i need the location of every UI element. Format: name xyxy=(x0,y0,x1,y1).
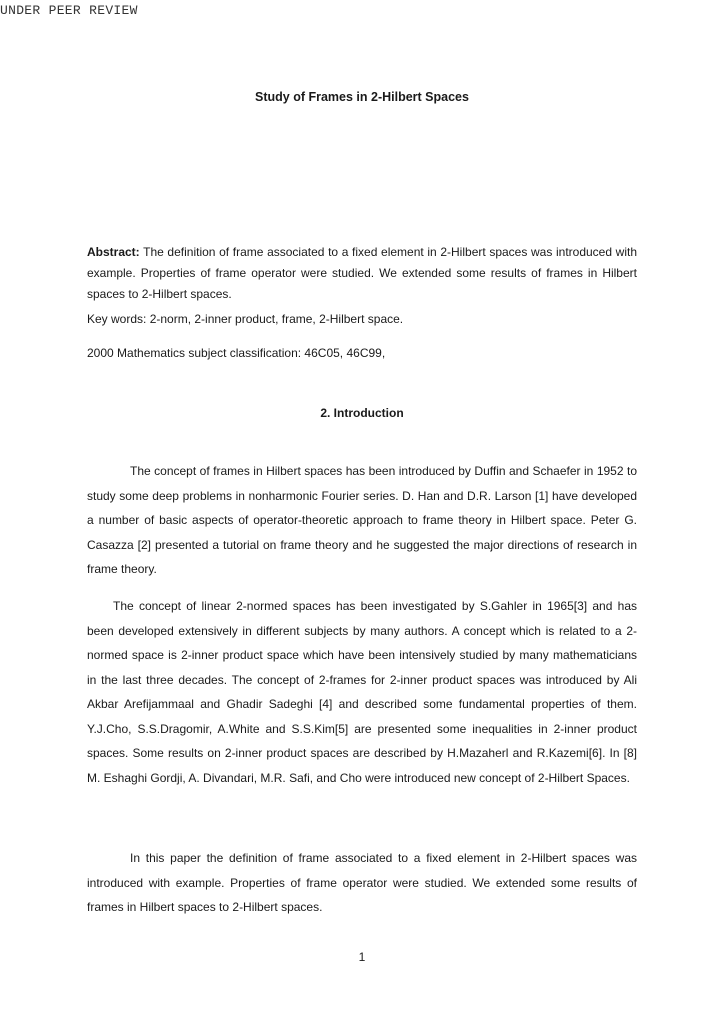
intro-paragraph-2: The concept of linear 2-normed spaces has been investigated by S.Gahler in 1965[3] and has been developed extensively in different subjects by many authors. A concept which is related to a 2-normed space is 2-inner product space which have been intensively studied by many mathematicians in the last three decades. The concept of 2-frames for 2-inner product spaces was introduced by Ali Akbar Arefijammaal and Ghadir Sadeghi [4] and described some fundamental properties of them. Y.J.Cho, S.S.Dragomir, A.White and S.S.Kim[5] are presented some inequalities in 2-inner product spaces. Some results on 2-inner product spaces are described by H.Mazaherl and R.Kazemi[6]. In [8] M. Eshaghi Gordji, A. Divandari, M.R. Safi, and Cho were introduced new concept of 2-Hilbert Spaces. xyxy=(87,599,637,785)
intro-paragraph-1: The concept of frames in Hilbert spaces has been introduced by Duffin and Schaefer in 1952 to study some deep problems in nonharmonic Fourier series. D. Han and D.R. Larson [1] have developed a number of basic aspects of operator-theoretic approach to frame theory in Hilbert space. Peter G. Casazza [2] presented a tutorial on frame theory and he suggested the major directions of research in frame theory. xyxy=(87,464,637,576)
section-heading-introduction: 2. Introduction xyxy=(320,406,404,420)
abstract-label: Abstract: xyxy=(87,245,140,259)
abstract-text: The definition of frame associated to a fixed element in 2-Hilbert spaces was introduced with example. Properties of frame operator were studied. We extended some results of frames in Hilbert spaces to 2-Hilbert spaces. xyxy=(87,245,637,301)
intro-paragraph-3: In this paper the definition of frame associated to a fixed element in 2-Hilbert spaces was introduced with example. Properties of frame operator were studied. We extended some results of frames in Hilbert spaces to 2-Hilbert spaces. xyxy=(87,851,637,914)
peer-review-watermark: UNDER PEER REVIEW xyxy=(0,3,138,18)
page-number: 1 xyxy=(358,950,366,964)
paper-title: Study of Frames in 2-Hilbert Spaces xyxy=(255,90,469,104)
keywords: Key words: 2-norm, 2-inner product, frame, 2-Hilbert space. xyxy=(87,312,404,326)
abstract xyxy=(87,242,637,305)
subject-classification: 2000 Mathematics subject classification: 46C05, 46C99, xyxy=(87,346,386,360)
